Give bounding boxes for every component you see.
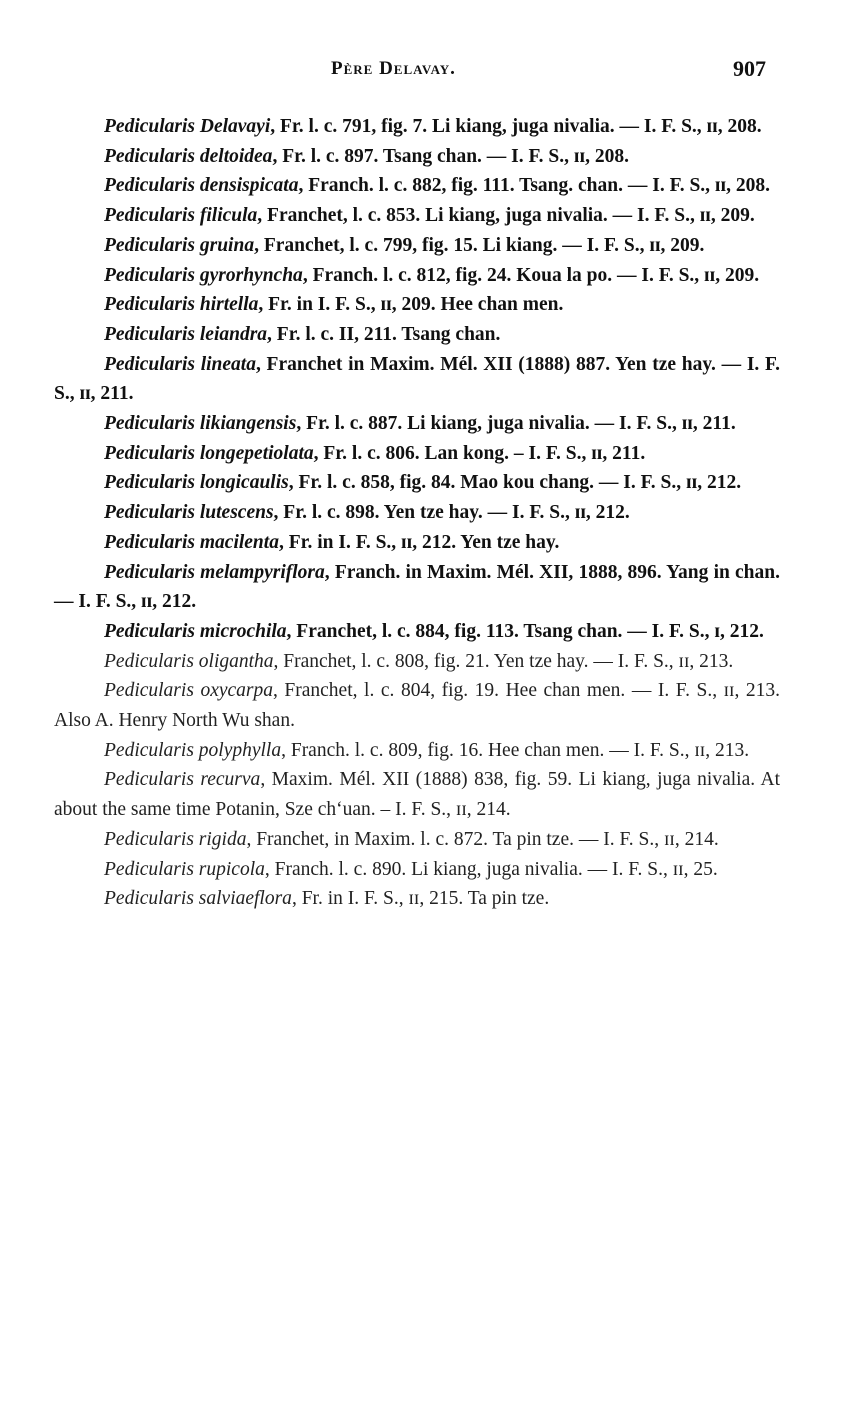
species-name: Pedicularis leiandra bbox=[104, 323, 268, 345]
species-name: Pedicularis longepetiolata bbox=[104, 442, 314, 464]
species-entry bbox=[54, 498, 780, 528]
species-name: Pedicularis melampyriflora bbox=[104, 561, 325, 583]
species-name: Pedicularis lutescens bbox=[104, 502, 274, 524]
species-entry bbox=[54, 647, 780, 677]
species-name: Pedicularis gruina bbox=[104, 234, 255, 256]
entry-citation: , Franchet, l. c. 884, fig. 113. Tsang chan. — I. F. S., ɪ, 212. bbox=[286, 620, 764, 642]
entry-citation: , Fr. l. c. 858, fig. 84. Mao kou chang. — I. F. S., ɪɪ, 212. bbox=[288, 472, 742, 494]
entry-citation: , Franch. l. c. 882, fig. 111. Tsang. chan. — I. F. S., ɪɪ, 208. bbox=[298, 175, 771, 197]
species-name: Pedicularis macilenta bbox=[104, 531, 279, 553]
entry-citation: , Franchet, l. c. 808, fig. 21. Yen tze hay. — I. F. S., ɪɪ, 213. bbox=[273, 650, 734, 672]
species-entry bbox=[54, 825, 780, 855]
page-number: 907 bbox=[733, 56, 766, 81]
species-entry bbox=[54, 320, 780, 350]
species-entry bbox=[54, 231, 780, 261]
entry-citation: , Fr. in I. F. S., ɪɪ, 212. Yen tze hay. bbox=[278, 531, 560, 553]
species-entry bbox=[54, 112, 780, 142]
species-name: Pedicularis Delavayi bbox=[104, 116, 271, 137]
species-entry bbox=[54, 350, 780, 409]
species-entry bbox=[54, 439, 780, 469]
entry-citation: , Franch. l. c. 812, fig. 24. Koua la po. — I. F. S., ɪɪ, 209. bbox=[302, 264, 760, 286]
entry-citation: , Maxim. Mél. XII (1888) 838, fig. 59. Li kiang, juga nivalia. At about the same time Potanin, Sze chʻuan. – I. F. S., ɪɪ, 214. bbox=[54, 769, 781, 821]
species-name: Pedicularis oxycarpa bbox=[104, 680, 273, 702]
species-name: Pedicularis likiangensis bbox=[104, 413, 297, 435]
species-name: Pedicularis filicula bbox=[104, 205, 258, 227]
species-name: Pedicularis rupicola bbox=[104, 858, 265, 880]
species-name: Pedicularis lineata bbox=[104, 353, 256, 375]
species-entry bbox=[54, 409, 780, 439]
entry-citation: , Fr. l. c. 806. Lan kong. – I. F. S., ɪɪ, 211. bbox=[313, 442, 646, 464]
entry-citation: , Franchet, l. c. 804, fig. 19. Hee chan men. — I. F. S., ɪɪ, 213. Also A. Henry North Wu shan. bbox=[54, 680, 780, 732]
entry-citation: , Franch. l. c. 890. Li kiang, juga nivalia. — I. F. S., ɪɪ, 25. bbox=[264, 858, 718, 880]
species-name: Pedicularis oligantha bbox=[104, 650, 274, 672]
species-entry bbox=[54, 142, 780, 172]
species-list bbox=[54, 112, 780, 914]
entry-citation: , Franchet in Maxim. Mél. XII (1888) 887. Yen tze hay. — I. F. S., ɪɪ, 211. bbox=[54, 353, 781, 405]
species-entry bbox=[54, 468, 780, 498]
running-title: Père Delavay. bbox=[331, 58, 456, 79]
entry-citation: , Franchet, l. c. 799, fig. 15. Li kiang. — I. F. S., ɪɪ, 209. bbox=[254, 234, 705, 256]
entry-citation: , Fr. l. c. 791, fig. 7. Li kiang, juga nivalia. — I. F. S., ɪɪ, 208. bbox=[270, 116, 762, 137]
species-entry bbox=[54, 171, 780, 201]
entry-citation: , Fr. in I. F. S., ɪɪ, 209. Hee chan men. bbox=[258, 294, 564, 316]
species-name: Pedicularis densispicata bbox=[104, 175, 299, 197]
species-name: Pedicularis rigida bbox=[104, 828, 247, 850]
species-entry bbox=[54, 617, 780, 647]
entry-citation: , Fr. l. c. 897. Tsang chan. — I. F. S., ɪɪ, 208. bbox=[272, 145, 629, 167]
species-name: Pedicularis salviaeflora bbox=[104, 888, 292, 910]
species-entry bbox=[54, 855, 780, 885]
species-entry bbox=[54, 261, 780, 291]
entry-citation: , Fr. l. c. II, 211. Tsang chan. bbox=[267, 323, 501, 345]
species-name: Pedicularis recurva bbox=[104, 769, 261, 791]
entry-citation: , Franch. in Maxim. Mél. XII, 1888, 896. Yang in chan. — I. F. S., ɪɪ, 212. bbox=[54, 561, 780, 613]
species-entry bbox=[54, 201, 780, 231]
entry-citation: , Franch. l. c. 809, fig. 16. Hee chan men. — I. F. S., ɪɪ, 213. bbox=[281, 739, 750, 761]
entry-citation: , Fr. l. c. 887. Li kiang, juga nivalia. — I. F. S., ɪɪ, 211. bbox=[296, 413, 736, 435]
species-entry bbox=[54, 884, 780, 914]
species-entry bbox=[54, 736, 780, 766]
entry-citation: , Fr. in I. F. S., ɪɪ, 215. Ta pin tze. bbox=[291, 888, 550, 910]
species-name: Pedicularis microchila bbox=[104, 620, 287, 642]
entry-citation: , Franchet, l. c. 853. Li kiang, juga nivalia. — I. F. S., ɪɪ, 209. bbox=[257, 205, 755, 227]
species-entry bbox=[54, 528, 780, 558]
species-name: Pedicularis polyphylla bbox=[104, 739, 282, 761]
species-name: Pedicularis hirtella bbox=[104, 294, 259, 316]
species-name: Pedicularis gyrorhyncha bbox=[104, 264, 303, 286]
species-name: Pedicularis longicaulis bbox=[104, 472, 289, 494]
species-entry bbox=[54, 290, 780, 320]
running-header bbox=[0, 58, 850, 88]
entry-citation: , Fr. l. c. 898. Yen tze hay. — I. F. S., ɪɪ, 212. bbox=[273, 502, 630, 524]
species-entry bbox=[54, 765, 780, 824]
species-entry bbox=[54, 558, 780, 617]
entry-citation: , Franchet, in Maxim. l. c. 872. Ta pin tze. — I. F. S., ɪɪ, 214. bbox=[246, 828, 719, 850]
species-entry bbox=[54, 676, 780, 735]
species-name: Pedicularis deltoidea bbox=[104, 145, 273, 167]
